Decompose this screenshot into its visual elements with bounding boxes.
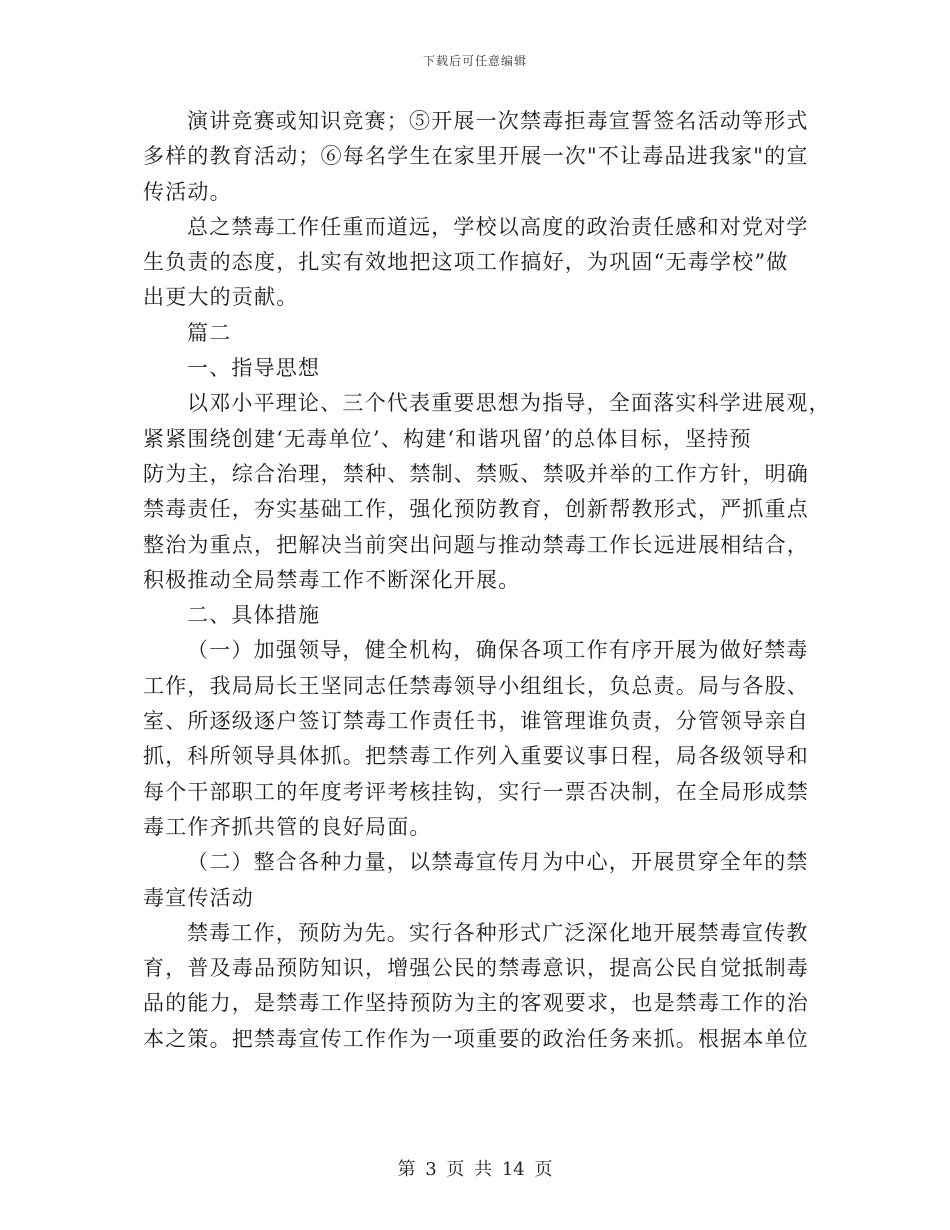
text-line: 毒工作齐抓共管的良好局面。 [143,814,432,839]
text-line: 整治为重点，把解决当前突出问题与推动禁毒工作长远进展相结合， [143,532,809,557]
section-heading: 一、指导思想 [187,356,321,381]
text-line: 禁毒责任，夯实基础工作，强化预防教育，创新帮教形式，严抓重点 [143,497,809,522]
text-line: 传活动。 [143,179,232,204]
text-line: 出更大的贡献。 [143,285,299,310]
text-line: 品的能力，是禁毒工作坚持预防为主的客观要求，也是禁毒工作的治 [143,991,809,1016]
page-header-note: 下载后可任意编辑 [422,54,527,68]
text-line: 防为主，综合治理，禁种、禁制、禁贩、禁吸并举的工作方针，明确 [143,461,809,486]
text-line: 演讲竞赛或知识竞赛；⑤开展一次禁毒拒毒宣誓签名活动等形式 [187,109,809,133]
text-line: 工作，我局局长王坚同志任禁毒领导小组组长，负总责。局与各股、 [143,673,809,698]
text-line: 生负责的态度，扎实有效地把这项工作搞好，为巩固“无毒学校”做 [143,250,789,275]
text-line: 本之策。把禁毒宣传工作作为一项重要的政治任务来抓。根据本单位 [143,1026,809,1051]
text-line: 多样的教育活动；⑥每名学生在家里开展一次"不让毒品进我家"的宣 [143,144,809,169]
page-number-footer: 第 3 页 共 14 页 [397,1159,553,1180]
text-line: 育，普及毒品预防知识，增强公民的禁毒意识，提高公民自觉抵制毒 [143,956,809,981]
document-body [143,104,831,1057]
text-line: （一）加强领导，健全机构，确保各项工作有序开展为做好禁毒 [187,638,809,663]
text-line: 室、所逐级逐户签订禁毒工作责任书，谁管理谁负责，分管领导亲自 [143,709,809,734]
text-line: 毒宣传活动 [143,885,254,910]
text-line: 每个干部职工的年度考评考核挂钩，实行一票否决制，在全局形成禁 [143,779,809,804]
text-line: 抓，科所领导具体抓。把禁毒工作列入重要议事日程，局各级领导和 [143,744,809,769]
text-line: 积极推动全局禁毒工作不断深化开展。 [143,567,521,592]
text-line: （二）整合各种力量，以禁毒宣传月为中心，开展贯穿全年的禁 [187,850,809,875]
text-line: 以邓小平理论、三个代表重要思想为指导，全面落实科学进展观， [187,391,831,416]
text-line: 总之禁毒工作任重而道远，学校以高度的政治责任感和对党对学 [187,214,809,239]
section-heading: 二、具体措施 [187,603,321,628]
section-heading: 篇二 [187,320,232,345]
text-line: 紧紧围绕创建‘无毒单位’、构建‘和谐巩留’的总体目标，坚持预 [143,426,752,451]
text-line: 禁毒工作，预防为先。实行各种形式广泛深化地开展禁毒宣传教 [187,920,809,945]
